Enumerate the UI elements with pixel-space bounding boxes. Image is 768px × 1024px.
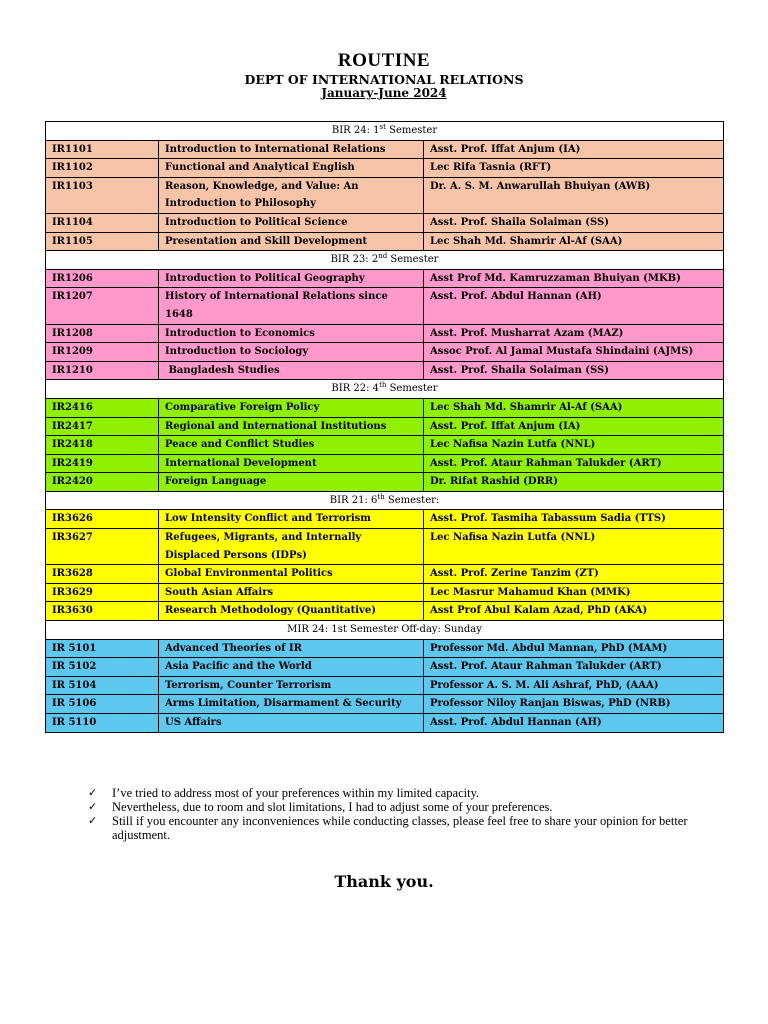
table-row: [46, 658, 724, 677]
course-title: US Affairs: [159, 714, 424, 733]
check-icon: ✓: [88, 814, 98, 827]
table-row: [46, 639, 724, 658]
table-row: [46, 565, 724, 584]
course-teacher: Dr. A. S. M. Anwarullah Bhuiyan (AWB): [424, 177, 724, 213]
table-row: [46, 473, 724, 492]
course-teacher: Lec Shah Md. Shamrir Al-Af (SAA): [424, 398, 724, 417]
course-teacher: Dr. Rifat Rashid (DRR): [424, 473, 724, 492]
course-title: Peace and Conflict Studies: [159, 436, 424, 455]
course-code: IR1206: [46, 269, 159, 288]
note-text: Nevertheless, due to room and slot limitations, I had to adjust some of your preferences.: [112, 800, 553, 814]
course-code: IR 5106: [46, 695, 159, 714]
semester-header-row: [46, 491, 724, 510]
table-row: [46, 676, 724, 695]
semester-header-row: [46, 621, 724, 640]
semester-heading-tail: Semester: [385, 125, 438, 136]
table-row: [46, 232, 724, 251]
note-text: I’ve tried to address most of your preferences within my limited capacity.: [112, 786, 480, 800]
course-title: Research Methodology (Quantitative): [159, 602, 424, 621]
course-teacher: Asst Prof Md. Kamruzzaman Bhuiyan (MKB): [424, 269, 724, 288]
course-code: IR1105: [46, 232, 159, 251]
check-icon: ✓: [88, 786, 98, 799]
course-code: IR1103: [46, 177, 159, 213]
course-teacher: Asst. Prof. Musharrat Azam (MAZ): [424, 324, 724, 343]
semester-heading-tail: Semester:: [384, 494, 440, 506]
table-row: [46, 140, 724, 159]
course-title: Introduction to Economics: [159, 324, 424, 343]
table-row: [46, 602, 724, 621]
semester-ordinal-suffix: nd: [378, 252, 388, 261]
course-code: IR3629: [46, 583, 159, 602]
course-title: International Development: [159, 454, 424, 473]
course-teacher: Asst. Prof. Iffat Anjum (IA): [424, 417, 724, 436]
course-teacher: Lec Nafisa Nazin Lutfa (NNL): [424, 529, 724, 565]
course-title: Low Intensity Conflict and Terrorism: [159, 510, 424, 529]
table-row: [46, 288, 724, 324]
course-title: History of International Relations since 1648: [159, 288, 424, 324]
course-code: IR2417: [46, 417, 159, 436]
course-title: Introduction to Sociology: [159, 343, 424, 362]
course-code: IR1102: [46, 159, 159, 178]
semester-heading-text: BIR 22: 4: [331, 383, 380, 395]
course-code: IR 5102: [46, 658, 159, 677]
course-title: Refugees, Migrants, and Internally Displaced Persons (IDPs): [159, 529, 424, 565]
course-teacher: Asst. Prof. Abdul Hannan (AH): [424, 288, 724, 324]
table-row: [46, 324, 724, 343]
course-teacher: Professor A. S. M. Ali Ashraf, PhD, (AAA): [424, 676, 724, 695]
semester-header: [46, 621, 724, 640]
course-code: IR2416: [46, 398, 159, 417]
course-teacher: Asst. Prof. Abdul Hannan (AH): [424, 714, 724, 733]
table-row: [46, 510, 724, 529]
notes-list: [88, 786, 688, 842]
course-code: IR1210: [46, 361, 159, 380]
course-teacher: Asst. Prof. Zerine Tanzim (ZT): [424, 565, 724, 584]
semester-header-row: [46, 380, 724, 399]
course-teacher: Asst Prof Abul Kalam Azad, PhD (AKA): [424, 602, 724, 621]
course-title: Advanced Theories of IR: [159, 639, 424, 658]
course-code: IR1208: [46, 324, 159, 343]
table-row: [46, 398, 724, 417]
note-text: Still if you encounter any inconveniences while conducting classes, please feel free to share your opinion for better adjustment.: [112, 814, 688, 842]
course-title: Global Environmental Politics: [159, 565, 424, 584]
table-row: [46, 714, 724, 733]
course-title: Terrorism, Counter Terrorism: [159, 676, 424, 695]
course-teacher: Professor Niloy Ranjan Biswas, PhD (NRB): [424, 695, 724, 714]
semester-heading-tail: Semester: [387, 254, 439, 266]
course-teacher: Asst. Prof. Ataur Rahman Talukder (ART): [424, 658, 724, 677]
department-name: DEPT OF INTERNATIONAL RELATIONS: [244, 72, 524, 87]
table-row: [46, 361, 724, 380]
course-code: IR2420: [46, 473, 159, 492]
course-code: IR2418: [46, 436, 159, 455]
semester-ordinal-suffix: st: [379, 123, 386, 131]
term-label: January-June 2024: [321, 86, 447, 100]
semester-ordinal-suffix: th: [377, 492, 385, 501]
table-row: [46, 343, 724, 362]
semester-heading-tail: Semester: [386, 383, 438, 395]
course-title: South Asian Affairs: [159, 583, 424, 602]
note-item: [88, 786, 688, 800]
course-title: Asia Pacific and the World: [159, 658, 424, 677]
course-teacher: Lec Shah Md. Shamrir Al-Af (SAA): [424, 232, 724, 251]
course-title: Functional and Analytical English: [159, 159, 424, 178]
semester-header: [46, 122, 724, 141]
course-teacher: Asst. Prof. Shaila Solaiman (SS): [424, 213, 724, 232]
semester-heading-text: MIR 24: 1st Semester Off-day: Sunday: [287, 624, 482, 636]
course-code: IR3630: [46, 602, 159, 621]
course-teacher: Asst. Prof. Shaila Solaiman (SS): [424, 361, 724, 380]
course-teacher: Lec Masrur Mahamud Khan (MMK): [424, 583, 724, 602]
course-teacher: Asst. Prof. Iffat Anjum (IA): [424, 140, 724, 159]
course-teacher: Assoc Prof. Al Jamal Mustafa Shindaini (AJMS): [424, 343, 724, 362]
course-title: Bangladesh Studies: [159, 361, 424, 380]
semester-header-row: [46, 251, 724, 270]
course-title: Introduction to International Relations: [159, 140, 424, 159]
note-item: [88, 814, 688, 842]
course-code: IR1104: [46, 213, 159, 232]
course-title: Introduction to Political Science: [159, 213, 424, 232]
table-row: [46, 417, 724, 436]
semester-header: [46, 491, 724, 510]
table-row: [46, 269, 724, 288]
table-row: [46, 695, 724, 714]
semester-heading-text: BIR 21: 6: [329, 494, 378, 506]
closing-text: Thank you.: [334, 872, 434, 891]
course-title: Regional and International Institutions: [159, 417, 424, 436]
course-code: IR 5101: [46, 639, 159, 658]
course-code: IR3627: [46, 529, 159, 565]
table-row: [46, 454, 724, 473]
course-code: IR 5104: [46, 676, 159, 695]
semester-header-row: [46, 122, 724, 141]
course-title: Reason, Knowledge, and Value: An Introduction to Philosophy: [159, 177, 424, 213]
course-code: IR3628: [46, 565, 159, 584]
routine-table: [45, 121, 724, 733]
note-item: [88, 800, 688, 814]
course-code: IR 5110: [46, 714, 159, 733]
course-teacher: Asst. Prof. Ataur Rahman Talukder (ART): [424, 454, 724, 473]
check-icon: ✓: [88, 800, 98, 813]
page-title: ROUTINE: [337, 50, 431, 71]
semester-header: [46, 251, 724, 270]
course-title: Introduction to Political Geography: [159, 269, 424, 288]
semester-heading-text: BIR 23: 2: [330, 254, 379, 266]
table-row: [46, 159, 724, 178]
semester-header: [46, 380, 724, 399]
course-code: IR1101: [46, 140, 159, 159]
semester-ordinal-suffix: th: [379, 381, 387, 390]
course-code: IR3626: [46, 510, 159, 529]
table-row: [46, 529, 724, 565]
table-row: [46, 583, 724, 602]
table-row: [46, 177, 724, 213]
course-title: Presentation and Skill Development: [159, 232, 424, 251]
table-row: [46, 436, 724, 455]
course-title: Foreign Language: [159, 473, 424, 492]
course-code: IR2419: [46, 454, 159, 473]
course-teacher: Lec Rifa Tasnia (RFT): [424, 159, 724, 178]
table-row: [46, 213, 724, 232]
course-teacher: Lec Nafisa Nazin Lutfa (NNL): [424, 436, 724, 455]
semester-heading-text: BIR 24: 1: [331, 125, 380, 136]
course-code: IR1209: [46, 343, 159, 362]
course-title: Comparative Foreign Policy: [159, 398, 424, 417]
course-teacher: Professor Md. Abdul Mannan, PhD (MAM): [424, 639, 724, 658]
course-teacher: Asst. Prof. Tasmiha Tabassum Sadia (TTS): [424, 510, 724, 529]
course-code: IR1207: [46, 288, 159, 324]
course-title: Arms Limitation, Disarmament & Security: [159, 695, 424, 714]
